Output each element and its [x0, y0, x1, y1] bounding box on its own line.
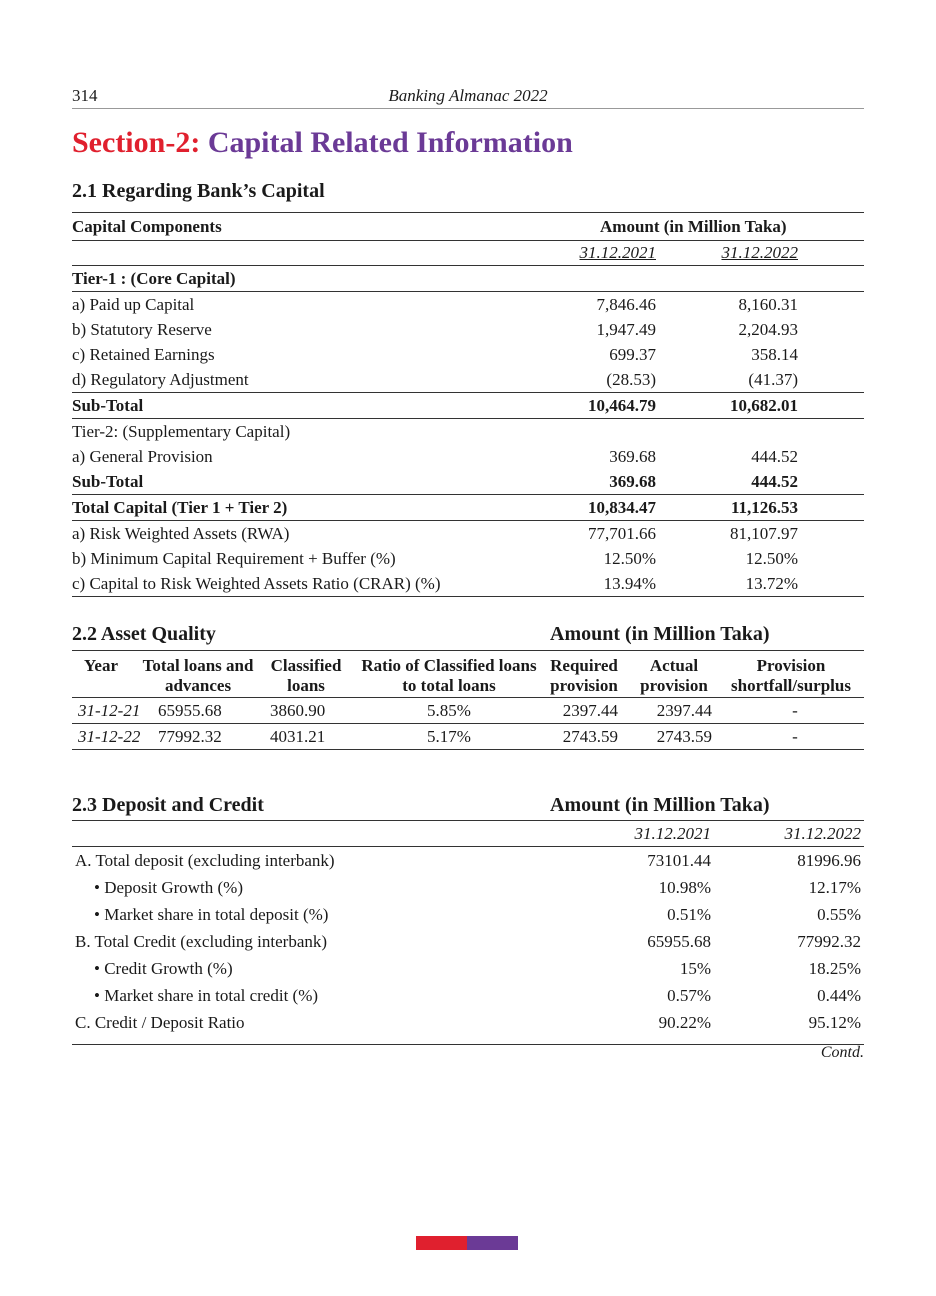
deposit-dates-row [72, 821, 864, 847]
date-2022: 31.12.2022 [721, 243, 798, 262]
value-2021: 73101.44 [647, 851, 711, 870]
value-2022: 77992.32 [797, 932, 861, 951]
cell-shortfall: - [792, 727, 798, 746]
row-label: Total Capital (Tier 1 + Tier 2) [72, 498, 288, 517]
capital-row [72, 317, 864, 342]
capital-row [72, 292, 864, 317]
continued-note: Contd. [820, 1044, 864, 1061]
value-2022: 10,682.01 [730, 396, 798, 415]
asset-quality-row [72, 698, 864, 724]
capital-row [72, 392, 864, 419]
cell-year: 31-12-22 [78, 727, 141, 746]
col-total-loans: Total loans and advances [142, 656, 254, 695]
value-2021: 369.68 [609, 447, 656, 466]
deposit-credit-row [72, 847, 864, 874]
capital-row [72, 342, 864, 367]
row-label: b) Minimum Capital Requirement + Buffer (%) [72, 549, 396, 568]
capital-table-header [72, 212, 864, 241]
running-title: Banking Almanac 2022 [388, 86, 548, 105]
running-header [72, 86, 864, 109]
deposit-credit-row [72, 874, 864, 901]
value-2021: 10,834.47 [588, 498, 656, 517]
row-label: b) Statutory Reserve [72, 320, 212, 339]
row-label: a) Risk Weighted Assets (RWA) [72, 524, 290, 543]
date-2022: 31.12.2022 [784, 824, 861, 843]
row-label: • Credit Growth (%) [94, 959, 233, 978]
asset-quality-header [72, 651, 864, 698]
col-amount: Amount (in Million Taka) [600, 217, 787, 236]
value-2022: 81,107.97 [730, 524, 798, 543]
capital-table [72, 212, 864, 597]
value-2021: 15% [679, 959, 711, 978]
cell-classified: 4031.21 [270, 727, 326, 746]
col-capital-components: Capital Components [72, 217, 222, 236]
capital-row [72, 419, 864, 444]
row-label: a) General Provision [72, 447, 213, 466]
value-2022: 2,204.93 [738, 320, 798, 339]
cell-ratio: 5.85% [427, 701, 471, 720]
capital-row [72, 521, 864, 546]
deposit-credit-row [72, 901, 864, 928]
col-required: Required provision [550, 656, 618, 695]
row-label: Sub-Total [72, 472, 144, 491]
col-shortfall: Provision shortfall/surplus [731, 656, 851, 695]
deposit-credit-row [72, 982, 864, 1009]
capital-row [72, 546, 864, 571]
cell-total-loans: 65955.68 [158, 701, 222, 720]
value-2021: 65955.68 [647, 932, 711, 951]
cell-year: 31-12-21 [78, 701, 141, 720]
capital-row [72, 469, 864, 494]
deposit-credit-row [72, 955, 864, 982]
capital-dates-row [72, 241, 864, 266]
value-2022: 12.17% [808, 878, 861, 897]
value-2022: (41.37) [748, 370, 798, 389]
row-label: • Market share in total credit (%) [94, 986, 319, 1005]
value-2022: 11,126.53 [730, 498, 798, 517]
value-2022: 358.14 [751, 345, 798, 364]
row-label: B. Total Credit (excluding interbank) [75, 932, 328, 951]
value-2021: 0.57% [667, 986, 711, 1005]
value-2022: 0.44% [817, 986, 861, 1005]
footer-bar-purple [467, 1236, 518, 1250]
cell-required: 2743.59 [562, 727, 618, 746]
value-2021: (28.53) [606, 370, 656, 389]
row-label: Tier-1 : (Core Capital) [72, 269, 236, 288]
footer-color-bar [416, 1236, 518, 1250]
row-label: d) Regulatory Adjustment [72, 370, 249, 389]
asset-quality-amount-note: Amount (in Million Taka) [550, 623, 770, 645]
col-year: Year [84, 656, 118, 675]
row-label: A. Total deposit (excluding interbank) [75, 851, 335, 870]
deposit-credit-heading: 2.3 Deposit and Credit [72, 794, 264, 816]
section-prefix: Section-2: [72, 126, 201, 159]
cell-ratio: 5.17% [427, 727, 471, 746]
cell-total-loans: 77992.32 [158, 727, 222, 746]
asset-quality-heading: 2.2 Asset Quality [72, 623, 216, 645]
value-2021: 77,701.66 [588, 524, 656, 543]
value-2021: 699.37 [609, 345, 656, 364]
deposit-credit-row [72, 1009, 864, 1036]
value-2022: 444.52 [751, 447, 798, 466]
cell-required: 2397.44 [562, 701, 618, 720]
section-heading: Capital Related Information [207, 126, 573, 159]
value-2022: 81996.96 [797, 851, 861, 870]
col-ratio: Ratio of Classified loans to total loans [361, 656, 537, 695]
value-2021: 10.98% [658, 878, 711, 897]
capital-heading: 2.1 Regarding Bank’s Capital [72, 180, 325, 202]
cell-shortfall: - [792, 701, 798, 720]
asset-quality-row [72, 724, 864, 750]
value-2021: 13.94% [603, 574, 656, 593]
cell-actual: 2397.44 [656, 701, 712, 720]
deposit-credit-row [72, 928, 864, 955]
col-classified: Classified loans [270, 656, 342, 695]
row-label: a) Paid up Capital [72, 295, 195, 314]
value-2021: 10,464.79 [588, 396, 656, 415]
value-2021: 7,846.46 [596, 295, 656, 314]
value-2021: 12.50% [603, 549, 656, 568]
cell-actual: 2743.59 [656, 727, 712, 746]
capital-row [72, 494, 864, 521]
capital-row [72, 266, 864, 292]
value-2022: 95.12% [808, 1013, 861, 1032]
row-label: C. Credit / Deposit Ratio [75, 1013, 245, 1032]
footer-bar-red [416, 1236, 467, 1250]
row-label: c) Retained Earnings [72, 345, 215, 364]
date-2021: 31.12.2021 [634, 824, 711, 843]
section-title [72, 126, 573, 160]
row-label: c) Capital to Risk Weighted Assets Ratio (CRAR) (%) [72, 574, 441, 593]
cell-classified: 3860.90 [270, 701, 326, 720]
row-label: Sub-Total [72, 396, 144, 415]
deposit-credit-amount-note: Amount (in Million Taka) [550, 794, 770, 816]
deposit-credit-table [72, 820, 864, 1045]
asset-quality-table [72, 650, 864, 750]
date-2021: 31.12.2021 [579, 243, 656, 262]
value-2022: 444.52 [751, 472, 798, 491]
page-number: 314 [72, 86, 98, 105]
row-label: Tier-2: (Supplementary Capital) [72, 422, 291, 441]
value-2021: 0.51% [667, 905, 711, 924]
capital-row [72, 444, 864, 469]
capital-row [72, 367, 864, 392]
col-actual: Actual provision [640, 656, 708, 695]
value-2021: 369.68 [609, 472, 656, 491]
row-label: • Deposit Growth (%) [94, 878, 244, 897]
capital-row [72, 571, 864, 597]
value-2022: 12.50% [745, 549, 798, 568]
value-2022: 8,160.31 [738, 295, 798, 314]
row-label: • Market share in total deposit (%) [94, 905, 329, 924]
value-2021: 1,947.49 [596, 320, 656, 339]
value-2022: 18.25% [808, 959, 861, 978]
value-2022: 13.72% [745, 574, 798, 593]
value-2021: 90.22% [658, 1013, 711, 1032]
value-2022: 0.55% [817, 905, 861, 924]
